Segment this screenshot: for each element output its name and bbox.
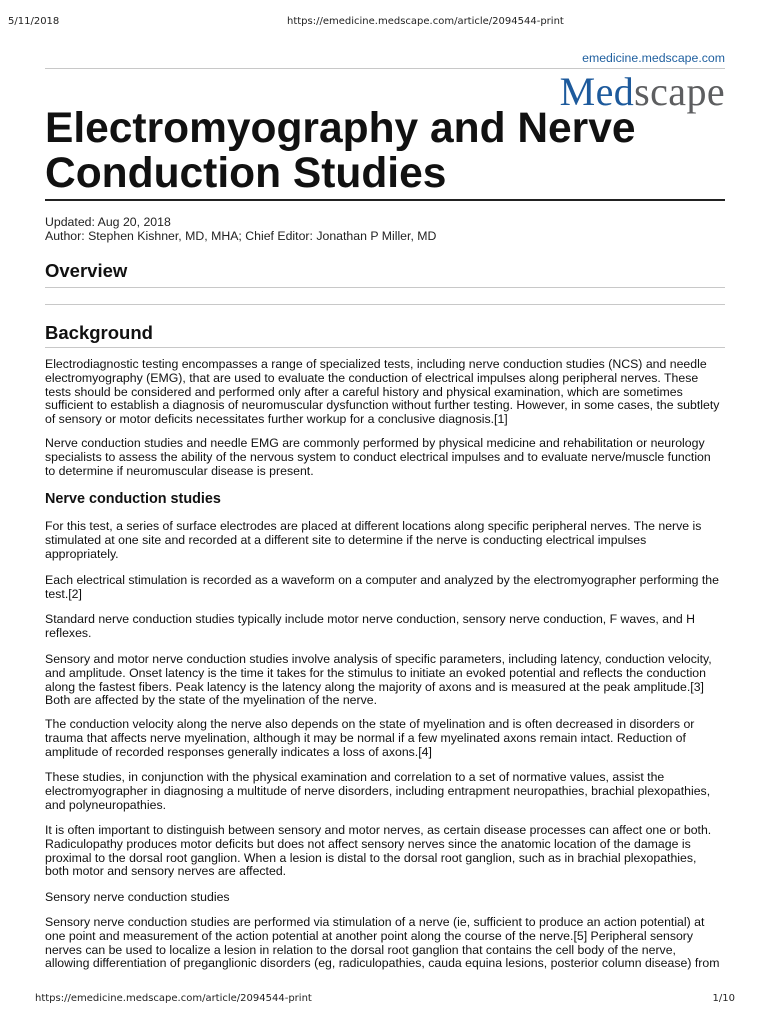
paragraph bbox=[45, 613, 725, 641]
paragraph bbox=[45, 437, 725, 478]
paragraph bbox=[45, 771, 725, 812]
text-line: It is often important to distinguish between sensory and motor nerves, as certain disease processes can affect one or both. bbox=[45, 823, 712, 837]
text-line: one point and measurement of the action potential at another point along the course of the nerve.[5] Peripheral sensory bbox=[45, 928, 694, 943]
logo-text-med: Med bbox=[559, 69, 635, 114]
print-page-url: https://emedicine.medscape.com/article/2094544-print bbox=[287, 16, 564, 27]
text-line: For this test, a series of surface electrodes are placed at different locations along specific peripheral nerves. The nerve is bbox=[45, 519, 702, 533]
paragraph bbox=[45, 824, 725, 879]
text-line: test.[2] bbox=[45, 586, 82, 601]
print-date: 5/11/2018 bbox=[8, 16, 60, 27]
text-line: trauma that affects nerve myelination, although it may be normal if a few myelinated axons remain intact. Reduction of bbox=[45, 730, 686, 745]
paragraph bbox=[45, 358, 725, 427]
subsection-divider bbox=[45, 347, 725, 348]
text-line: Standard nerve conduction studies typically include motor nerve conduction, sensory nerve conduction, F waves, and H bbox=[45, 612, 696, 626]
text-line: sufficient to establish a diagnosis of neuromuscular dysfunction without further testing. However, in some cases, the subtlety bbox=[45, 398, 720, 413]
text-line: specialists to assess the ability of the nervous system to conduct electrical impulses and to evaluate nerve/muscle function bbox=[45, 449, 711, 464]
article-title: Electromyography and Nerve Conduction Studies bbox=[45, 105, 636, 197]
logo-text-scape: scape bbox=[634, 69, 725, 114]
text-line: tests should be considered and performed only after a careful history and physical examination, which are sometimes bbox=[45, 384, 683, 399]
text-line: reflexes. bbox=[45, 625, 92, 640]
heading-nerve-conduction-studies: Nerve conduction studies bbox=[45, 491, 221, 507]
author-line: Author: Stephen Kishner, MD, MHA; Chief Editor: Jonathan P Miller, MD bbox=[45, 229, 437, 243]
site-link[interactable]: emedicine.medscape.com bbox=[582, 51, 725, 65]
text-line: Nerve conduction studies and needle EMG are commonly performed by physical medicine and rehabilitation or neurology bbox=[45, 436, 705, 450]
title-divider bbox=[45, 199, 725, 201]
paragraph bbox=[45, 574, 725, 602]
subsection-title-background: Background bbox=[45, 322, 153, 343]
text-line: appropriately. bbox=[45, 546, 119, 561]
text-line: Sensory and motor nerve conduction studies involve analysis of specific parameters, including latency, conduction velocity, bbox=[45, 652, 712, 666]
text-line: Each electrical stimulation is recorded as a waveform on a computer and analyzed by the electromyographer performing the bbox=[45, 573, 719, 587]
text-line: These studies, in conjunction with the physical examination and correlation to a set of normative values, assist the bbox=[45, 770, 665, 784]
paragraph bbox=[45, 718, 725, 759]
text-line: electromyographer in diagnosing a multitude of nerve disorders, including entrapment neuropathies, brachial plexopathies, bbox=[45, 783, 711, 798]
text-line: Sensory nerve conduction studies are performed via stimulation of a nerve (ie, sufficient to produce an action potential) at bbox=[45, 915, 705, 929]
text-line: allowing differentiation of preganglionic disorders (eg, radiculopathies, cauda equina lesions, posterior column disease) from bbox=[45, 956, 720, 971]
text-line: Both are affected by the state of the myelination of the nerve. bbox=[45, 693, 377, 708]
text-line: proximal to the dorsal root ganglion. When a lesion is distal to the dorsal root ganglion, such as in brachial plexopathies, bbox=[45, 850, 697, 865]
section-divider bbox=[45, 287, 725, 288]
text-line: stimulated at one site and recorded at a different site to determine if the nerve is conducting electrical impulses bbox=[45, 532, 647, 547]
section-title-overview: Overview bbox=[45, 260, 128, 281]
text-line: Radiculopathy produces motor deficits but does not affect sensory nerves since the anatomic location of the damage is bbox=[45, 836, 691, 851]
heading-text: Sensory nerve conduction studies bbox=[45, 890, 230, 904]
page-number: 1/10 bbox=[712, 993, 735, 1004]
section-divider bbox=[45, 304, 725, 305]
paragraph bbox=[45, 520, 725, 561]
heading-sensory-nerve-conduction-studies bbox=[45, 891, 725, 905]
text-line: Electrodiagnostic testing encompasses a range of specialized tests, including nerve conduction studies (NCS) and needle bbox=[45, 357, 707, 371]
paragraph bbox=[45, 916, 725, 971]
updated-date: Updated: Aug 20, 2018 bbox=[45, 215, 171, 229]
text-line: of sensory or motor deficits necessitates further workup for a conclusive diagnosis.[1] bbox=[45, 412, 508, 427]
paragraph bbox=[45, 653, 725, 708]
article-meta bbox=[45, 215, 436, 243]
text-line: nerves can be used to localize a lesion in relation to the dorsal root ganglion that contains the cell body of the nerve, bbox=[45, 942, 676, 957]
text-line: amplitude of recorded responses generally indicates a loss of axons.[4] bbox=[45, 744, 432, 759]
text-line: to determine if neuromuscular disease is present. bbox=[45, 463, 314, 478]
text-line: both motor and sensory nerves are affected. bbox=[45, 864, 287, 879]
text-line: and amplitude. Onset latency is the time it takes for the stimulus to initiate an evoked potential and reflects the conduction bbox=[45, 665, 706, 680]
text-line: The conduction velocity along the nerve also depends on the state of myelination and is often decreased in disorders or bbox=[45, 717, 695, 731]
print-footer-url: https://emedicine.medscape.com/article/2094544-print bbox=[35, 993, 312, 1004]
text-line: electromyography (EMG), that are used to evaluate the conduction of electrical impulses along peripheral nerves. These bbox=[45, 370, 699, 385]
text-line: and polyneuropathies. bbox=[45, 797, 167, 812]
text-line: along the fastest fibers. Peak latency is the latency along the majority of axons and is measured at the peak amplitude.[3] bbox=[45, 679, 704, 694]
